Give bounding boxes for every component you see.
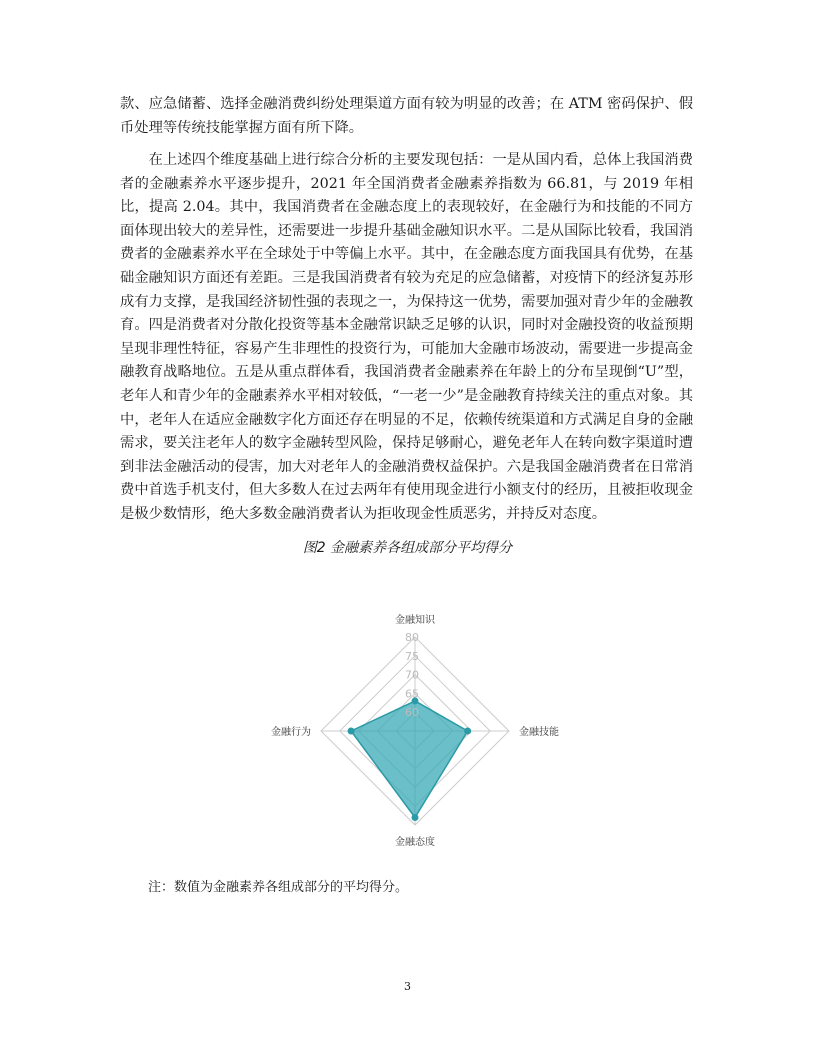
axis-label-0: 金融知识 <box>395 615 435 626</box>
tick-label-3: 75 <box>405 649 419 663</box>
tick-label-0: 60 <box>405 706 419 720</box>
paragraph-1: 款、应急储蓄、选择金融消费纠纷处理渠道方面有较为明显的改善；在 ATM 密码保护、假币处理等传统技能掌握方面有所下降。 <box>120 96 693 136</box>
axis-label-1: 金融技能 <box>519 727 559 738</box>
tick-label-2: 70 <box>405 668 419 682</box>
tick-label-1: 65 <box>405 687 419 701</box>
figure-note: 注：数值为金融素养各组成部分的平均得分。 <box>148 880 409 895</box>
figure-caption: 图2 金融素养各组成部分平均得分 <box>302 540 513 556</box>
axis-label-3: 金融行为 <box>271 727 311 738</box>
data-point-2 <box>412 814 419 821</box>
page-number: 3 <box>404 980 411 993</box>
axis-label-2: 金融态度 <box>395 837 435 848</box>
tick-label-4: 80 <box>405 631 419 644</box>
radar-chart <box>270 600 560 860</box>
data-point-1 <box>464 728 471 735</box>
data-point-3 <box>348 728 355 735</box>
paragraph-2: 在上述四个维度基础上进行综合分析的主要发现包括：一是从国内看，总体上我国消费者的金融素养水平逐步提升，2021 年全国消费者金融素养指数为 66.81，与 2019 年相比，提高 2.04。其中，我国消费者在金融态度上的表现较好，在金融行为和技能的不同方面体现出较大的差异性，还需要进一步提升基础金融知识水平。二是从国际比较看，我国消费者的金融素养水平在全球处于中等偏上水平。其中，在金融态度方面我国具有优势，在基础金融知识方面还有差距。三是我国消费者有较为充足的应急储蓄，对疫情下的经济复苏形成有力支撑，是我国经济韧性强的表现之一，为保持这一优势，需要加强对青少年的金融教育。四是消费者对分散化投资等基本金融常识缺乏足够的认识，同时对金融投资的收益预期呈现非理性特征，容易产生非理性的投资行为，可能加大金融市场波动，需要进一步提高金融教育战略地位。五是从重点群体看，我国消费者金融素养在年龄上的分布呈现倒“U”型，老年人和青少年的金融素养水平相对较低，“一老一少”是金融教育持续关注的重点对象。其中，老年人在适应金融数字化方面还存在明显的不足，依赖传统渠道和方式满足自身的金融需求，要关注老年人的数字金融转型风险，保持足够耐心，避免老年人在转向数字渠道时遭到非法金融活动的侵害，加大对老年人的金融消费权益保护。六是我国金融消费者在日常消费中首选手机支付，但大多数人在过去两年有使用现金进行小额支付的经历，且被拒收现金是极少数情形，绝大多数金融消费者认为拒收现金性质恶劣，并持反对态度。 <box>120 152 693 522</box>
